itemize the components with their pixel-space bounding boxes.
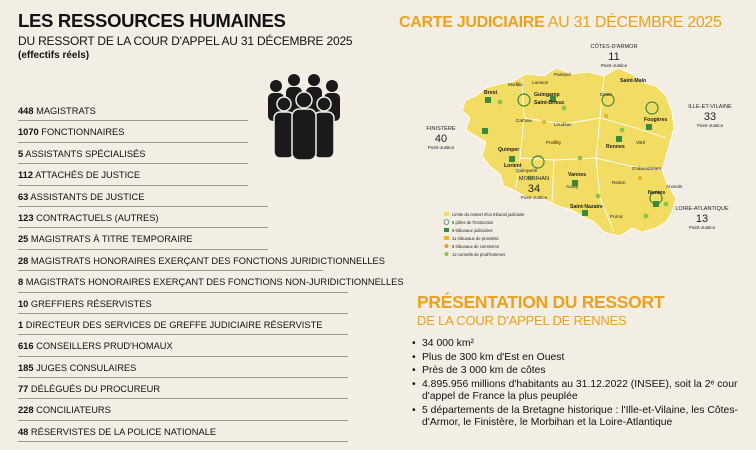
stat-row: 1070 FONCTIONNAIRES bbox=[18, 121, 248, 142]
dept-count: 33 bbox=[703, 111, 717, 123]
city-label: Rennes bbox=[606, 144, 625, 150]
stat-row: 448 MAGISTRATS bbox=[18, 100, 248, 121]
tj-marker bbox=[653, 201, 659, 207]
tj-marker bbox=[485, 97, 491, 103]
prudhommes-marker bbox=[644, 214, 649, 219]
city-label: Lorient bbox=[504, 163, 522, 169]
city-label: Auray bbox=[566, 184, 579, 189]
tj-marker bbox=[616, 136, 622, 142]
prox-marker bbox=[638, 176, 642, 180]
prudhommes-marker bbox=[596, 194, 601, 199]
city-label: Carhaix bbox=[516, 118, 532, 123]
city-label: Saint-Brieuc bbox=[534, 100, 565, 106]
bullet-item: • 34 000 km² bbox=[410, 338, 750, 351]
city-label: Saint-Malo bbox=[620, 78, 647, 84]
dept-name: MORBIHAN bbox=[518, 176, 550, 182]
stat-row: 228 CONCILIATEURS bbox=[18, 399, 348, 420]
prudhommes-marker bbox=[578, 156, 583, 161]
prox-marker bbox=[604, 114, 608, 118]
presentation-subtitle: DE LA COUR D'APPEL DE RENNES bbox=[417, 313, 627, 328]
map-legend bbox=[444, 212, 525, 257]
svg-text:5 pôles de l'instruction: 5 pôles de l'instruction bbox=[452, 220, 494, 225]
city-label: Lannion bbox=[532, 80, 549, 85]
city-label: Morlaix bbox=[508, 82, 523, 87]
dept-unit: Point-Justice bbox=[520, 195, 548, 200]
dept-count: 13 bbox=[695, 213, 709, 225]
city-label: Vitré bbox=[636, 140, 646, 145]
map-panel bbox=[384, 0, 756, 450]
tj-marker bbox=[482, 128, 488, 134]
stat-row: 8 MAGISTRATS HONORAIRES EXERÇANT DES FONCTIONS NON-JURIDICTIONNELLES bbox=[18, 271, 348, 292]
svg-text:9 tribunaux judiciaires: 9 tribunaux judiciaires bbox=[452, 228, 493, 233]
stat-row: 112 ATTACHÉS DE JUSTICE bbox=[18, 164, 248, 185]
svg-text:Limite du ressort d'un tribuna: Limite du ressort d'un tribunal judiciaire bbox=[452, 212, 525, 217]
city-label: Paimpol bbox=[554, 72, 571, 77]
dept-name: ILLE-ET-VILAINE bbox=[688, 104, 732, 110]
bullet-item: • 5 départements de la Bretagne historique : l'Ille-et-Vilaine, les Côtes-d'Armor, le Finistère, le Morbihan et la Loire-Atlantique bbox=[410, 405, 750, 430]
hr-title: LES RESSOURCES HUMAINES bbox=[18, 10, 286, 31]
stat-row: 25 MAGISTRATS À TITRE TEMPORAIRE bbox=[18, 228, 268, 249]
city-label: Fougères bbox=[644, 117, 668, 123]
dept-name: FINISTÈRE bbox=[426, 126, 456, 132]
dept-unit: Point-Justice bbox=[427, 145, 455, 150]
stat-row: 185 JUGES CONSULAIRES bbox=[18, 357, 348, 378]
bullet-item: • Près de 3 000 km de côtes bbox=[410, 365, 750, 378]
hr-subtitle: DU RESSORT DE LA COUR D'APPEL AU 31 DÉCEMBRE 2025 bbox=[18, 34, 353, 48]
city-label: Quimper bbox=[498, 147, 520, 153]
prudhommes-marker bbox=[498, 100, 503, 105]
city-label: Guingamp bbox=[534, 92, 560, 98]
tj-marker bbox=[646, 124, 652, 130]
map-title: CARTE JUDICIAIRE AU 31 DÉCEMBRE 2025 bbox=[399, 14, 722, 31]
judicial-map bbox=[404, 38, 756, 270]
presentation-title: PRÉSENTATION DU RESSORT bbox=[417, 292, 665, 312]
city-label: Loudéac bbox=[554, 122, 572, 127]
dept-unit: Point-Justice bbox=[688, 225, 716, 230]
dept-count: 34 bbox=[527, 183, 541, 195]
city-label: Vannes bbox=[568, 172, 587, 178]
presentation-bullets bbox=[410, 338, 750, 431]
city-label: Ancenis bbox=[666, 184, 683, 189]
svg-text:8 tribunaux de commerce: 8 tribunaux de commerce bbox=[452, 244, 500, 249]
dept-name: LOIRE-ATLANTIQUE bbox=[675, 206, 729, 212]
city-label: Brest bbox=[484, 90, 498, 96]
city-label: Saint-Nazaire bbox=[570, 204, 603, 210]
city-label: Châteaubriant bbox=[632, 166, 661, 171]
city-label: Redon bbox=[612, 180, 626, 185]
dept-unit: Point-Justice bbox=[600, 63, 628, 68]
city-label: Dinan bbox=[600, 92, 613, 97]
dept-count: 40 bbox=[434, 133, 448, 145]
tj-marker bbox=[509, 156, 515, 162]
dept-count: 11 bbox=[608, 51, 620, 63]
svg-text:12 conseils de prud'hommes: 12 conseils de prud'hommes bbox=[452, 252, 506, 257]
prudhommes-marker bbox=[562, 106, 567, 111]
stat-row: 77 DÉLÉGUÉS DU PROCUREUR bbox=[18, 378, 348, 399]
city-label: Pornic bbox=[610, 214, 624, 219]
stat-row: 28 MAGISTRATS HONORAIRES EXERÇANT DES FONCTIONS JURIDICTIONNELLES bbox=[18, 250, 323, 271]
city-label: Nantes bbox=[648, 190, 666, 196]
tj-marker bbox=[582, 210, 588, 216]
stat-row: 5 ASSISTANTS SPÉCIALISÉS bbox=[18, 143, 248, 164]
prudhommes-marker bbox=[664, 202, 669, 207]
bullet-item: • Plus de 300 km d'Est en Ouest bbox=[410, 352, 750, 365]
stat-row: 10 GREFFIERS RÉSERVISTES bbox=[18, 293, 348, 314]
stat-row: 123 CONTRACTUELS (AUTRES) bbox=[18, 207, 268, 228]
dept-unit: Point-Justice bbox=[696, 123, 724, 128]
stat-row: 63 ASSISTANTS DE JUSTICE bbox=[18, 186, 268, 207]
city-label: Quimperlé bbox=[516, 168, 538, 173]
prudhommes-marker bbox=[620, 128, 625, 133]
hr-stats-list bbox=[18, 100, 404, 442]
stat-row: 48 RÉSERVISTES DE LA POLICE NATIONALE bbox=[18, 421, 348, 442]
prox-marker bbox=[542, 120, 546, 124]
dept-name: CÔTES-D'ARMOR bbox=[590, 44, 638, 50]
bullet-item: • 4.895.956 millions d'habitants au 31.12.2022 (INSEE), soit la 2ᵉ cour d'appel de France la plus peuplée bbox=[410, 379, 750, 404]
hr-note: (effectifs réels) bbox=[18, 50, 90, 61]
svg-text:11 tribunaux de proximité: 11 tribunaux de proximité bbox=[452, 236, 499, 241]
stat-row: 1 DIRECTEUR DES SERVICES DE GREFFE JUDICIAIRE RÉSERVISTE bbox=[18, 314, 348, 335]
stat-row: 616 CONSEILLERS PRUD'HOMAUX bbox=[18, 335, 348, 356]
city-label: Pontivy bbox=[546, 140, 562, 145]
